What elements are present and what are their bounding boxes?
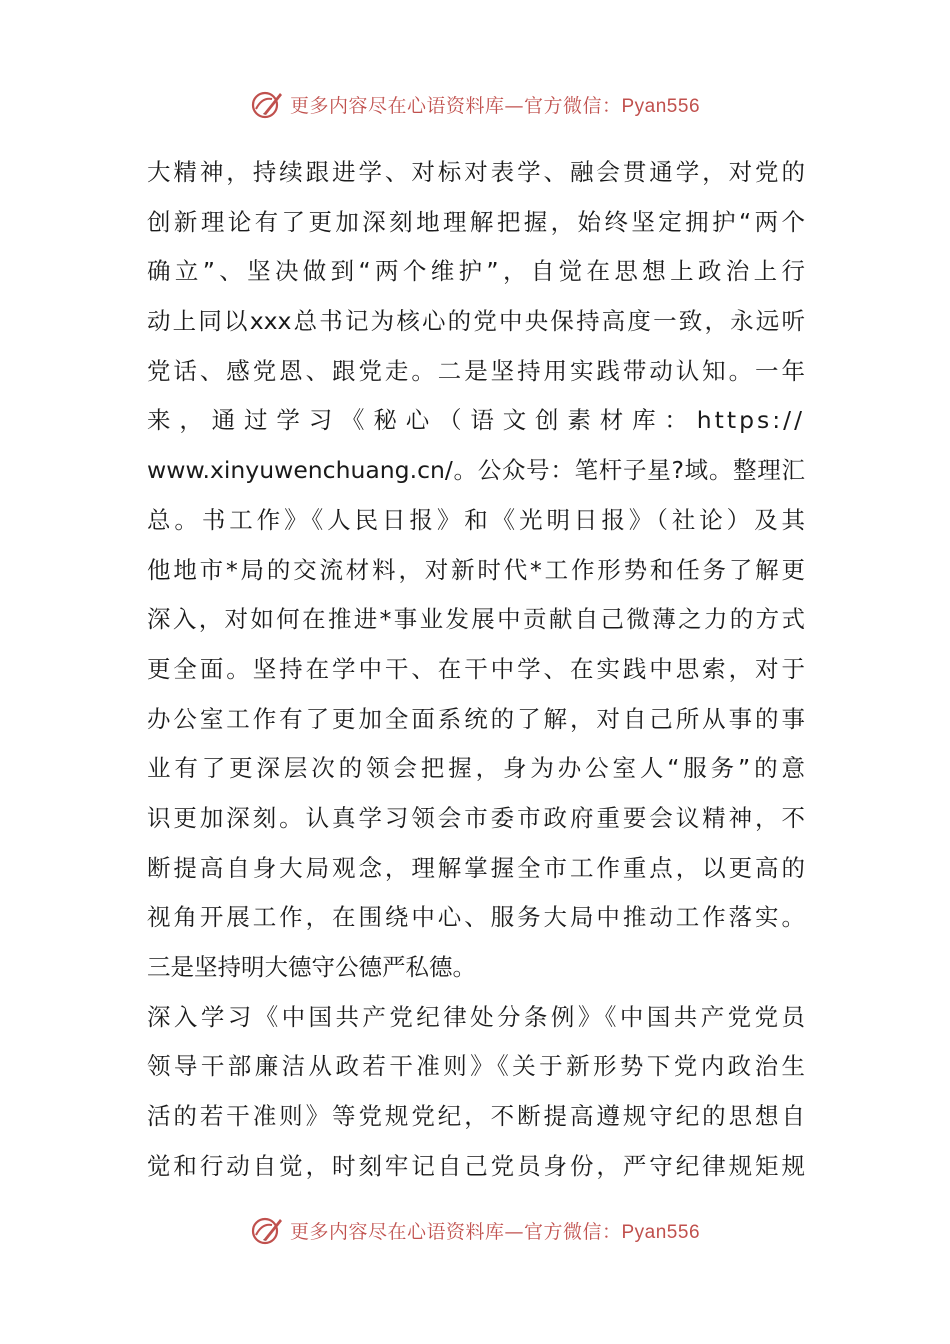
footer-wechat-id: Pyan556 bbox=[621, 1221, 701, 1243]
footer-banner-text bbox=[290, 1217, 700, 1244]
body-line: 总。书工作》《人民日报》和《光明日报》（社论）及其 bbox=[147, 505, 805, 534]
body-line: 三是坚持明大德守公德严私德。 bbox=[147, 953, 476, 981]
body-line: 更全面。坚持在学中干、在干中学、在实践中思索，对于 bbox=[147, 654, 805, 683]
body-line: 深入学习《中国共产党纪律处分条例》《中国共产党党员 bbox=[147, 1002, 805, 1031]
body-line: 视角开展工作，在围绕中心、服务大局中推动工作落实。 bbox=[147, 903, 805, 932]
body-line: 来，通过学习《秘心（语文创素材库：https:// bbox=[147, 406, 805, 435]
header-wechat-id: Pyan556 bbox=[621, 95, 701, 117]
body-line: 党话、感党恩、跟党走。二是坚持用实践带动认知。一年 bbox=[147, 356, 805, 385]
header-banner-label: 更多内容尽在心语资料库—官方微信： bbox=[289, 94, 622, 117]
footer-banner-label: 更多内容尽在心语资料库—官方微信： bbox=[289, 1220, 622, 1243]
body-line: 领导干部廉洁从政若干准则》《关于新形势下党内政治生 bbox=[147, 1052, 805, 1081]
header-banner bbox=[0, 84, 950, 124]
body-line: 识更加深刻。认真学习领会市委市政府重要会议精神，不 bbox=[147, 803, 805, 832]
header-banner-text bbox=[290, 91, 700, 118]
body-line: www.xinyuwenchuang.cn/。公众号：笔杆子星?域。整理汇 bbox=[147, 456, 805, 485]
body-line: 断提高自身大局观念，理解掌握全市工作重点，以更高的 bbox=[147, 853, 805, 882]
body-line: 深入，对如何在推进*事业发展中贡献自己微薄之力的方式 bbox=[147, 605, 805, 634]
body-line: 办公室工作有了更加全面系统的了解，对自己所从事的事 bbox=[147, 704, 805, 733]
pen-logo-icon bbox=[250, 1213, 284, 1247]
footer-banner bbox=[0, 1210, 950, 1250]
body-line: 他地市*局的交流材料，对新时代*工作形势和任务了解更 bbox=[147, 555, 805, 584]
pen-logo-icon bbox=[250, 87, 284, 121]
body-line: 确立”、坚决做到“两个维护”，自觉在思想上政治上行 bbox=[147, 257, 805, 286]
body-line: 活的若干准则》等党规党纪，不断提高遵规守纪的思想自 bbox=[147, 1102, 805, 1131]
body-line: 业有了更深层次的领会把握，身为办公室人“服务”的意 bbox=[147, 754, 805, 783]
body-line: 大精神，持续跟进学、对标对表学、融会贯通学，对党的 bbox=[147, 158, 805, 186]
body-line: 动上同以xxx总书记为核心的党中央保持高度一致，永远听 bbox=[147, 307, 805, 336]
body-line: 创新理论有了更加深刻地理解把握，始终坚定拥护“两个 bbox=[147, 207, 805, 236]
document-body bbox=[147, 148, 805, 1191]
body-line: 觉和行动自觉，时刻牢记自己党员身份，严守纪律规矩规 bbox=[147, 1151, 805, 1180]
